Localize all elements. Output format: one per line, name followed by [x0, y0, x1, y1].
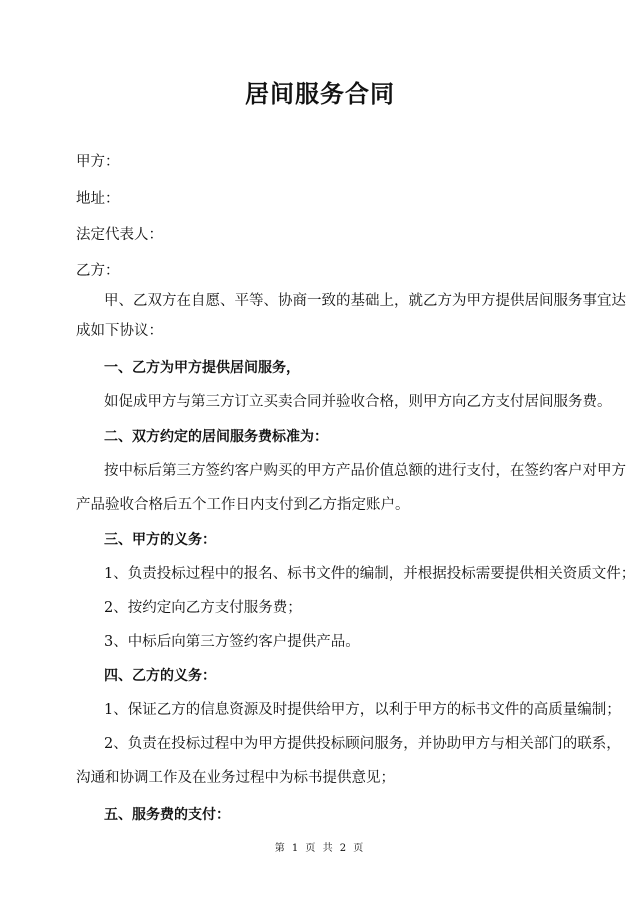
page-footer: 第 1 页 共 2 页: [274, 843, 366, 854]
address-label: 地址：: [76, 191, 120, 207]
section-line: 产品验收合格后五个工作日内支付到乙方指定账户。: [76, 497, 410, 513]
section-heading: 五、服务费的支付：: [104, 807, 230, 823]
section-heading: 四、乙方的义务：: [104, 668, 216, 684]
intro-paragraph-line: 成如下协议：: [76, 323, 163, 339]
section-heading: 三、甲方的义务：: [104, 532, 216, 548]
section-line: 1、负责投标过程中的报名、标书文件的编制，并根据投标需要提供相关资质文件；: [104, 566, 636, 582]
section-heading: 二、双方约定的居间服务费标准为：: [104, 429, 328, 445]
section-line: 1、保证乙方的信息资源及时提供给甲方，以利于甲方的标书文件的高质量编制；: [104, 702, 621, 718]
section-line: 如促成甲方与第三方订立买卖合同并验收合格，则甲方向乙方支付居间服务费。: [104, 394, 612, 410]
party-a-label: 甲方：: [76, 154, 120, 170]
section-line: 2、按约定向乙方支付服务费；: [104, 600, 302, 616]
section-heading: 一、乙方为甲方提供居间服务，: [104, 360, 300, 376]
legal-rep-label: 法定代表人：: [76, 227, 163, 243]
document-title: 居间服务合同: [245, 80, 395, 108]
intro-paragraph-line: 甲、乙双方在自愿、平等、协商一致的基础上，就乙方为甲方提供居间服务事宜达: [104, 293, 626, 309]
party-b-label: 乙方：: [76, 263, 120, 279]
section-line: 沟通和协调工作及在业务过程中为标书提供意见；: [76, 770, 395, 786]
section-line: 3、中标后向第三方签约客户提供产品。: [104, 634, 360, 650]
section-line: 按中标后第三方签约客户购买的甲方产品价值总额的进行支付，在签约客户对甲方: [104, 463, 626, 479]
section-line: 2、负责在投标过程中为甲方提供投标顾问服务，并协助甲方与相关部门的联系，: [104, 736, 621, 752]
